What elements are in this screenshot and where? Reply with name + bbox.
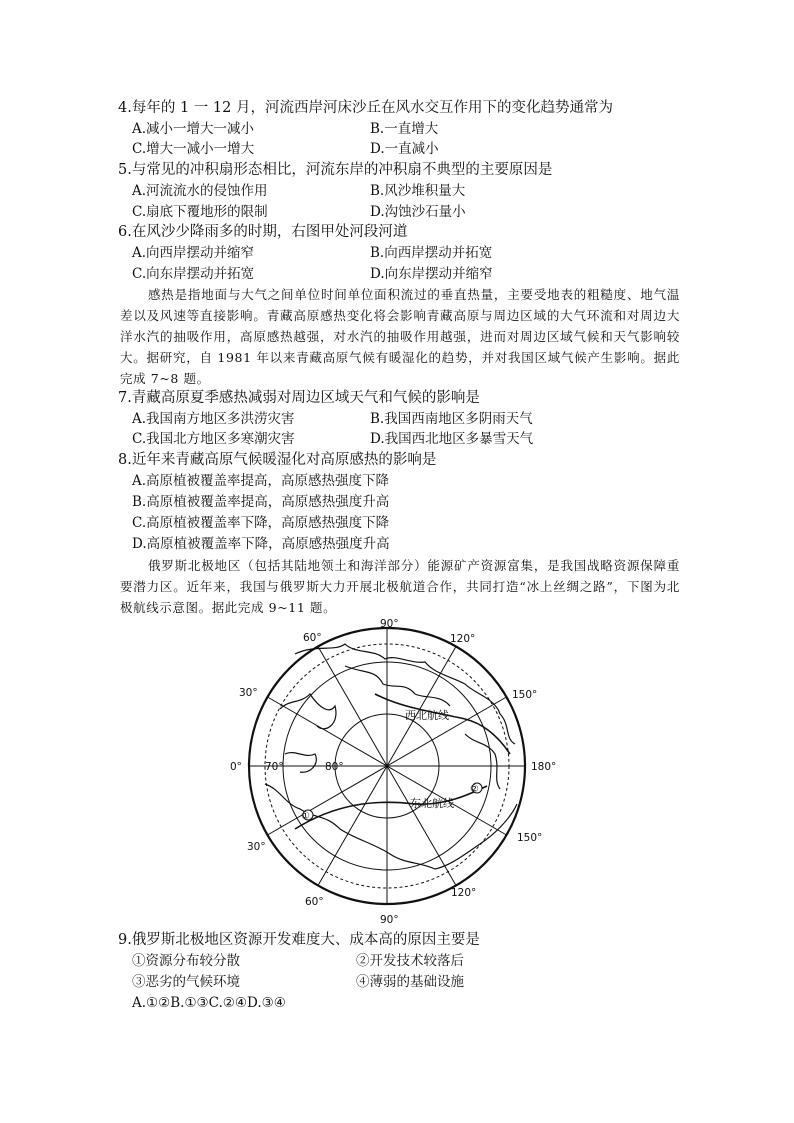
q9-answers: A.①②B.①③C.②④D.③④	[132, 995, 286, 1011]
q6-option-b: B.向西岸摆动并拓宽	[370, 245, 493, 261]
passage-arctic-route-text: 俄罗斯北极地区（包括其陆地领土和海洋部分）能源矿产资源富集，是我国战略资源保障重要潜力区。近年来，我国与俄罗斯大力开展北极航道合作，共同打造“冰上丝绸之路”，下图为北极航线示意图。据此完成 9~11 题。	[120, 558, 680, 615]
passage-arctic-route	[120, 555, 680, 618]
q4-stem: 4.每年的 1 一 12 月，河流西岸河床沙丘在风水交互作用下的变化趋势通常为	[118, 100, 613, 116]
label-0: 0°	[230, 761, 242, 773]
q5-option-c: C.扇底下覆地形的限制	[132, 204, 268, 220]
q7-option-a: A.我国南方地区多洪涝灾害	[132, 411, 295, 427]
label-90-bottom: 90°	[380, 914, 399, 926]
label-lat-70: 70°	[265, 761, 284, 773]
label-120-top: 120°	[450, 633, 476, 645]
q6-option-d: D.向东岸摆动并缩窄	[370, 266, 493, 282]
q5-stem: 5.与常见的冲积扇形态相比，河流东岸的冲积扇不典型的主要原因是	[118, 162, 553, 178]
q8-option-a: A.高原植被覆盖率提高，高原感热强度下降	[132, 473, 390, 489]
q9-option-1: ①资源分布较分散	[132, 953, 240, 969]
label-150-right: 150°	[512, 689, 538, 701]
label-60-top: 60°	[303, 632, 322, 644]
label-marker-1: ①	[301, 811, 310, 822]
label-northeast-route: 东北航线	[410, 797, 454, 810]
coastlines	[265, 644, 517, 869]
q6-stem: 6.在风沙少降雨多的时期，右图甲处河段河道	[118, 224, 408, 240]
label-northwest-route: 西北航线	[405, 709, 449, 722]
q9-option-2: ②开发技术较落后	[356, 953, 464, 969]
label-30-lower: 30°	[247, 841, 266, 853]
q5-option-b: B.风沙堆积量大	[370, 183, 466, 199]
q8-option-d: D.高原植被覆盖率下降，高原感热强度升高	[132, 536, 390, 552]
q6-option-c: C.向东岸摆动并拓宽	[132, 266, 255, 282]
label-marker-2: ②	[470, 784, 479, 795]
q7-option-c: C.我国北方地区多寒潮灾害	[132, 431, 295, 447]
label-90-top: 90°	[380, 618, 399, 630]
q8-stem: 8.近年来青藏高原气候暖湿化对高原感热的影响是	[118, 452, 437, 468]
arctic-route-map	[225, 614, 565, 929]
q7-stem: 7.青藏高原夏季感热减弱对周边区域天气和气候的影响是	[118, 390, 480, 406]
q4-option-d: D.一直减小	[370, 141, 439, 157]
q8-option-b: B.高原植被覆盖率提高，高原感热强度升高	[132, 494, 390, 510]
q7-option-b: B.我国西南地区多阴雨天气	[370, 411, 533, 427]
q5-option-a: A.河流流水的侵蚀作用	[132, 183, 268, 199]
label-lat-80: 80°	[325, 761, 344, 773]
q4-option-b: B.一直增大	[370, 121, 439, 137]
q5-option-d: D.沟蚀沙石量小	[370, 204, 466, 220]
q4-option-c: C.增大一减小一增大	[132, 141, 255, 157]
q8-option-c: C.高原植被覆盖率下降，高原感热强度下降	[132, 515, 390, 531]
q9-stem: 9.俄罗斯北极地区资源开发难度大、成本高的原因主要是	[118, 932, 480, 948]
label-180: 180°	[531, 761, 557, 773]
passage-sensible-heat	[120, 284, 680, 389]
label-60-lower: 60°	[305, 896, 324, 908]
q4-option-a: A.减小一增大一减小	[132, 121, 255, 137]
northwest-route-line	[375, 694, 510, 754]
label-30-left: 30°	[239, 687, 258, 699]
label-120-lower: 120°	[451, 887, 477, 899]
label-150-lower: 150°	[517, 832, 543, 844]
passage-sensible-heat-text: 感热是指地面与大气之间单位时间单位面积流过的垂直热量，主要受地表的粗糙度、地气温差以及风速等直接影响。青藏高原感热变化将会影响青藏高原与周边区域的大气环流和对周边大洋水汽的抽吸作用，高原感热越强，对水汽的抽吸作用越强，进而对周边区域气候和天气影响较大。据研究，自 1981 年以来青藏高原气候有暖湿化的趋势，并对我国区域气候产生影响。据此完成 7~8 题。	[120, 287, 680, 386]
q7-option-d: D.我国西北地区多暴雪天气	[370, 431, 534, 447]
q6-option-a: A.向西岸摆动并缩窄	[132, 245, 255, 261]
q9-option-4: ④薄弱的基础设施	[356, 974, 464, 990]
q9-option-3: ③恶劣的气候环境	[132, 974, 240, 990]
